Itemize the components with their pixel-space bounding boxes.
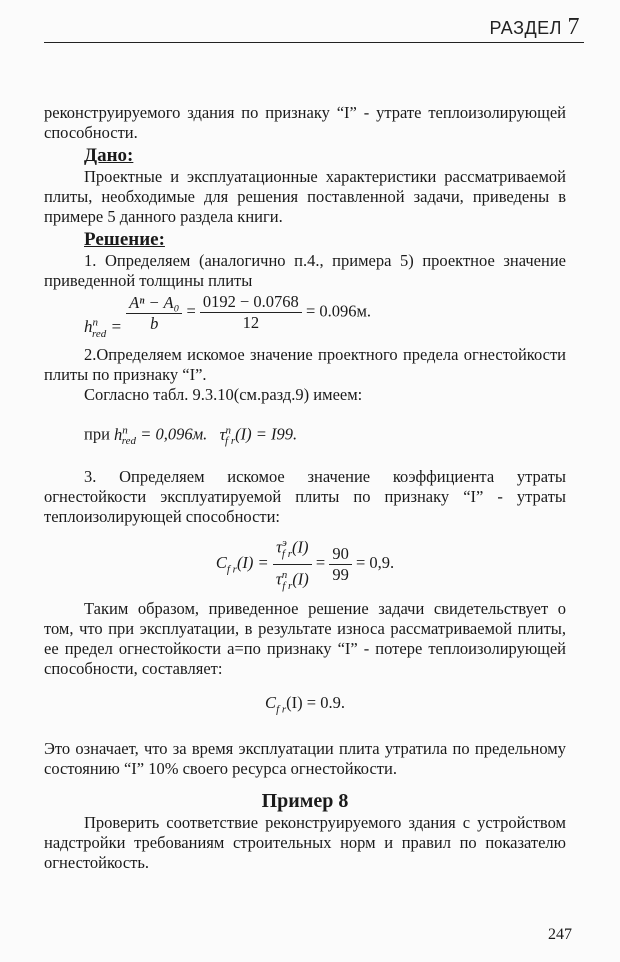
running-header (44, 14, 584, 43)
step-2b-text: Согласно табл. 9.3.10(см.разд.9) имеем: (84, 385, 363, 404)
formula-cfr-result: $C_{f r}(I) = 0.9$. (265, 693, 345, 716)
given-heading: Дано: (84, 145, 134, 166)
section-title: РАЗДЕЛ 7 (489, 14, 580, 40)
given-text: Проектные и эксплуатационные характеристики рассматриваемой плиты, необходимые для решения поставленной задачи, приведены в примере 5 данного раздела книги. (44, 167, 566, 226)
step-3-text: 3. Определяем искомое значение коэффициента утраты огнестойкости эксплуатируемой плиты по признаку “I” - утраты теплоизолирующей способности: (44, 467, 566, 526)
page-body (44, 103, 566, 873)
paragraph-intro: реконструируемого здания по признаку “I” - утрате теплоизолирующей способности. (44, 103, 566, 142)
example-heading: Пример 8 (261, 790, 349, 812)
page-number: 247 (548, 926, 572, 943)
final-text: Это означает, что за время эксплуатации плита утратила по предельному состоянию “I” 10% своего ресурса огнестойкости. (44, 739, 566, 778)
formula-h-red: $h^n_{red}$ = $\frac{\text{Aⁿ − A₀}}{b}$ = $\frac{0192 - 0.0768}{12}$ = 0.096м. (84, 292, 372, 340)
formula-cfr: $C_{f r}(I)$ = $\frac{\tau^э_{f r}(I)}{\tau^n_{f r}(I)}$ = $\frac{90}{99}$ = 0,9. (44, 533, 566, 589)
step-2-text: 2.Определяем искомое значение проектного предела огнестойкости плиты по признаку “I”. (44, 345, 566, 384)
formula-tau: при $h^n_{red} = 0,096м$. $\tau^n_{f r}(I) = I99$. (84, 424, 298, 447)
step-1-text: 1. Определяем (аналогично п.4., примера 5) проектное значение приведенной толщины плиты (44, 251, 566, 290)
conclusion-text: Таким образом, приведенное решение задачи свидетельствует о том, что при эксплуатации, в результате износа рассматриваемой плиты, ее предел огнестойкости а=по признаку “I” - потере теплоизолирующей способности, составляет: (44, 599, 566, 678)
solution-heading: Решение: (84, 229, 165, 250)
example-text: Проверить соответствие реконструируемого здания с устройством надстройки требованиям строительных норм и правил по показателю огнестойкость. (44, 813, 566, 872)
